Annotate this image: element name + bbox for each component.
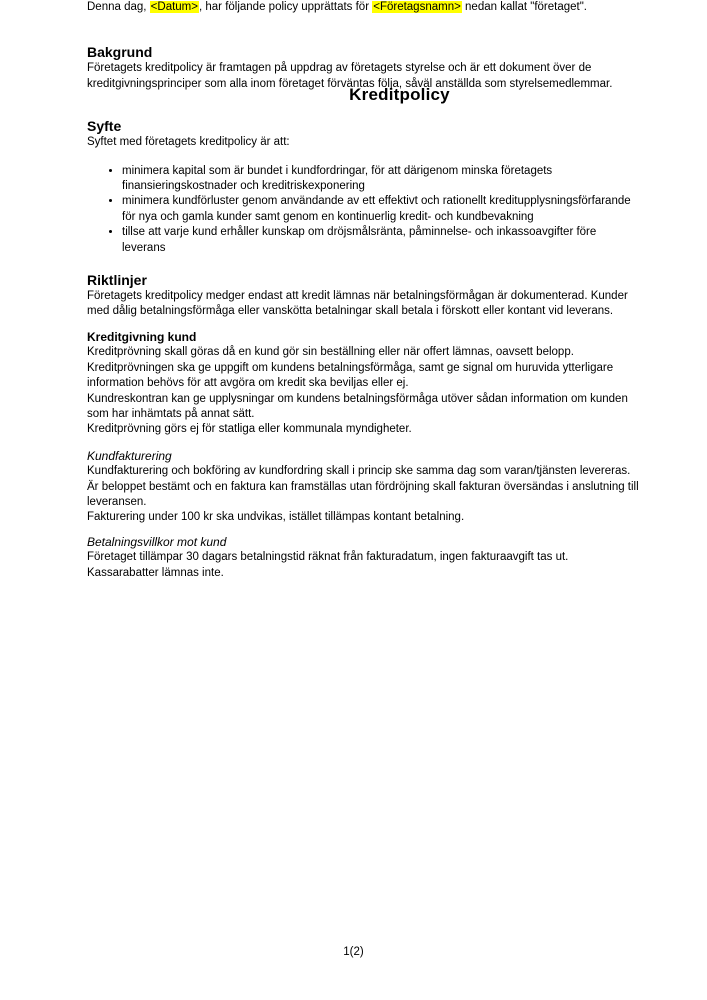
kreditgivning-paragraph: Kreditprövning görs ej för statliga eller kommunala myndigheter. [87, 423, 412, 436]
syfte-bullet-list [87, 164, 640, 256]
document-body [87, 0, 640, 581]
document-title: Kreditpolicy [349, 85, 450, 104]
kundfakturering-paragraph: Kundfakturering och bokföring av kundfordring skall i princip ske samma dag som varan/tjänsten levereras. Är beloppet bestämt och en faktura kan framställas utan fördröjning skall fakturan översändas i anslutning till leveransen. [87, 465, 639, 508]
kundfakturering-paragraph: Fakturering under 100 kr ska undvikas, istället tillämpas kontant betalning. [87, 511, 465, 524]
syfte-lead-paragraph: Syftet med företagets kreditpolicy är att: [87, 136, 290, 149]
intro-text-after: nedan kallat "företaget". [461, 1, 587, 13]
subsection-heading-betalningsvillkor: Betalningsvillkor mot kund [87, 534, 227, 549]
footer-page-number: 1(2) [343, 946, 364, 958]
riktlinjer-paragraph: Företagets kreditpolicy medger endast att kredit lämnas när betalningsförmågan är dokumenterad. Kunder med dålig betalningsförmåga eller vanskötta betalningar skall betala i förskott eller kontant vid leverans. [87, 290, 628, 318]
company-name-placeholder-field[interactable]: <Företagsnamn> [373, 1, 461, 13]
date-placeholder-field[interactable]: <Datum> [150, 1, 198, 13]
betalningsvillkor-paragraph: Företaget tillämpar 30 dagars betalningstid räknat från fakturadatum, ingen fakturaavgift tas ut. Kassarabatter lämnas inte. [87, 551, 569, 579]
kreditgivning-paragraph: Kreditprövningen ska ge uppgift om kundens betalningsförmåga, samt ge signal om huruvida ytterligare information behövs för att avgöra om kredit ska beviljas eller ej. [87, 361, 614, 390]
bullet-item: • minimera kapital som är bundet i kundfordringar, för att därigenom minska företagets finansieringskostnader och kreditriskexponering [122, 164, 640, 195]
bakgrund-paragraph: Företagets kreditpolicy är framtagen på uppdrag av företagets styrelse och är ett dokument över de kreditgivningsprinciper som alla inom företaget förväntas följa, såväl anställda som styrelsemedlemmar. [87, 62, 613, 90]
bullet-item: • minimera kundförluster genom användande av ett effektivt och rationellt kreditupplysningsförfarande för nya och gamla kunder samt genom en kontinuerlig kredit- och kundbevakning [122, 194, 640, 225]
intro-text-before-date: Denna dag, [87, 1, 150, 13]
subsection-heading-kreditgivning-kund: Kreditgivning kund [87, 329, 197, 344]
kreditgivning-paragraph: Kundreskontran kan ge upplysningar om kundens betalningsförmåga utöver sådan information om kunden som har inhämtats på annat sätt. [87, 392, 628, 420]
section-heading-riktlinjer: Riktlinjer [87, 272, 147, 289]
bullet-item: • tillse att varje kund erhåller kunskap om dröjsmålsränta, påminnelse- och inkassoavgifter före leverans [122, 225, 640, 256]
subsection-heading-kundfakturering: Kundfakturering [87, 448, 172, 463]
section-heading-bakgrund: Bakgrund [87, 44, 153, 61]
intro-paragraph [87, 0, 640, 15]
intro-text-between: , har följande policy upprättats för [198, 1, 373, 13]
kreditgivning-paragraph: Kreditprövning skall göras då en kund gör sin beställning eller när offert lämnas, oavsett belopp. [87, 346, 574, 359]
section-heading-syfte: Syfte [87, 118, 122, 135]
